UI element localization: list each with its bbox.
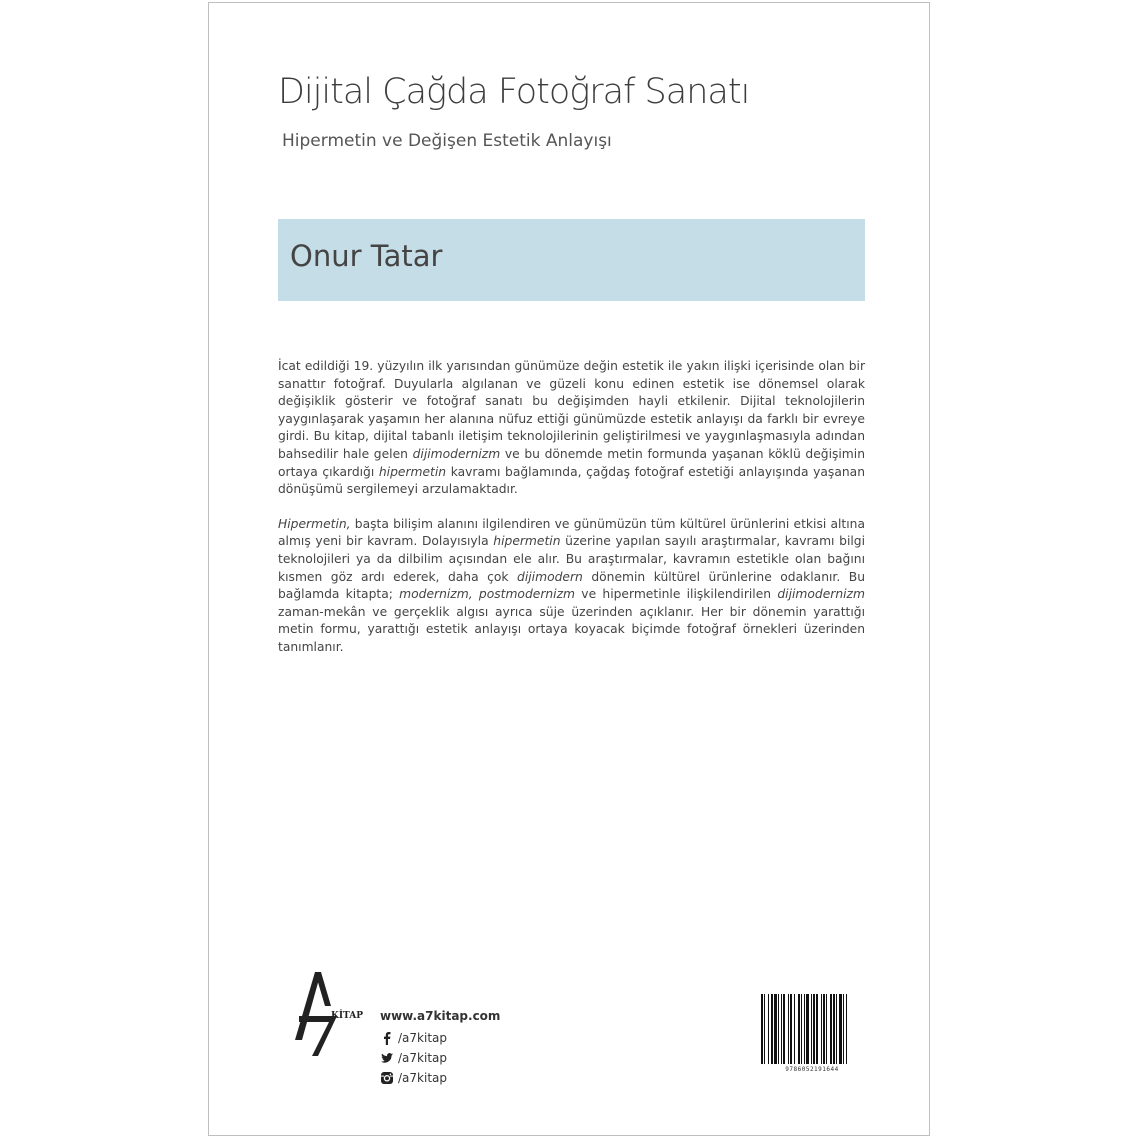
barcode-bar	[846, 994, 847, 1064]
blurb	[278, 358, 865, 674]
author-band	[278, 219, 865, 301]
logo-text: KİTAP	[331, 1011, 363, 1021]
barcode-bar	[804, 994, 805, 1064]
barcode-bar	[764, 994, 765, 1064]
isbn-number: 9786052191644	[785, 1066, 839, 1073]
barcode-bar	[839, 994, 842, 1064]
book-title: Dijital Çağda Fotoğraf Sanatı	[278, 72, 750, 112]
barcode-bar	[801, 994, 802, 1064]
website-link[interactable]: www.a7kitap.com	[380, 1009, 501, 1023]
blurb-paragraph-1: İcat edildiği 19. yüzyılın ilk yarısından günümüze değin estetik ile yakın ilişki içerisinde olan bir sanattır fotoğraf. Duyularla algılanan ve güzeli konu edinen estetik ise dönemsel olarak değişiklik gösterir ve fotoğraf sanatı bu değişimden hayli etkilenir. Dijital teknolojilerin yaygınlaşarak yaşamın her alanına nüfuz ettiği günümüzde estetik anlayışı da farklı bir evreye girdi. Bu kitap, dijital tabanlı iletişim teknolojilerinin geliştirilmesi ve yaygınlaşmasıyla adından bahsedilir hale gelen dijimodernizm ve bu dönemde metin formunda yaşanan köklü değişimin ortaya çıkardığı hipermetin kavramı bağlamında, çağdaş fotoğraf estetiği anlayışında yaşanan dönüşümü sergilemeyi arzulamaktadır.	[278, 359, 865, 497]
book-subtitle: Hipermetin ve Değişen Estetik Anlayışı	[282, 131, 612, 151]
twitter-row[interactable]	[380, 1048, 500, 1068]
barcode-bar	[774, 994, 777, 1064]
barcode-bar	[821, 994, 822, 1064]
twitter-icon	[380, 1051, 394, 1065]
isbn-barcode	[760, 994, 864, 1074]
barcode-bar	[781, 994, 782, 1064]
author-name: Onur Tatar	[290, 239, 443, 273]
barcode-bar	[826, 994, 827, 1064]
twitter-handle: /a7kitap	[398, 1051, 447, 1065]
barcode-bar	[811, 994, 812, 1064]
facebook-row[interactable]	[380, 1028, 500, 1048]
facebook-icon	[380, 1031, 394, 1045]
barcode-bar	[798, 994, 800, 1064]
instagram-handle: /a7kitap	[398, 1071, 447, 1085]
publisher-contacts	[380, 1006, 500, 1088]
barcode-bar	[813, 994, 815, 1064]
barcode-bar	[806, 994, 809, 1064]
barcode-bar	[788, 994, 789, 1064]
barcode-bar	[790, 994, 792, 1064]
barcode-bar	[794, 994, 795, 1064]
barcode-bar	[783, 994, 785, 1064]
instagram-row[interactable]	[380, 1068, 500, 1088]
barcode-bar	[768, 994, 769, 1064]
barcode-bar	[833, 994, 835, 1064]
instagram-icon	[380, 1071, 394, 1085]
facebook-handle: /a7kitap	[398, 1031, 447, 1045]
barcode-bar	[823, 994, 825, 1064]
barcode-bar	[836, 994, 837, 1064]
a7-logo	[285, 972, 365, 1056]
barcode-bar	[761, 994, 763, 1064]
barcode-bar	[830, 994, 832, 1064]
barcode-bar	[816, 994, 818, 1064]
barcode-bar	[843, 994, 844, 1064]
barcode-bar	[771, 994, 773, 1064]
barcode-bar	[778, 994, 779, 1064]
blurb-paragraph-2: Hipermetin, başta bilişim alanını ilgilendiren ve günümüzün tüm kültürel ürünlerini etkisi altına almış yeni bir kavram. Dolayısıyla hipermetin üzerine yapılan sayılı araştırmalar, kavramı bilgi teknolojileri ya da dilbilim açısından ele alır. Bu araştırmalar, kavramın estetikle olan bağını kısmen göz ardı ederek, daha çok dijimodern dönemin kültürel ürünlerine odaklanır. Bu bağlamda kitapta; modernizm, postmodernizm ve hipermetinle ilişkilendirilen dijimodernizm zaman-mekân ve gerçeklik algısı ayrıca süje üzerinden açıklanır. Her bir dönemin yarattığı metin formu, yarattığı estetik anlayışı ortaya koyacak biçimde fotoğraf örnekleri üzerinden tanımlanır.	[278, 516, 866, 654]
